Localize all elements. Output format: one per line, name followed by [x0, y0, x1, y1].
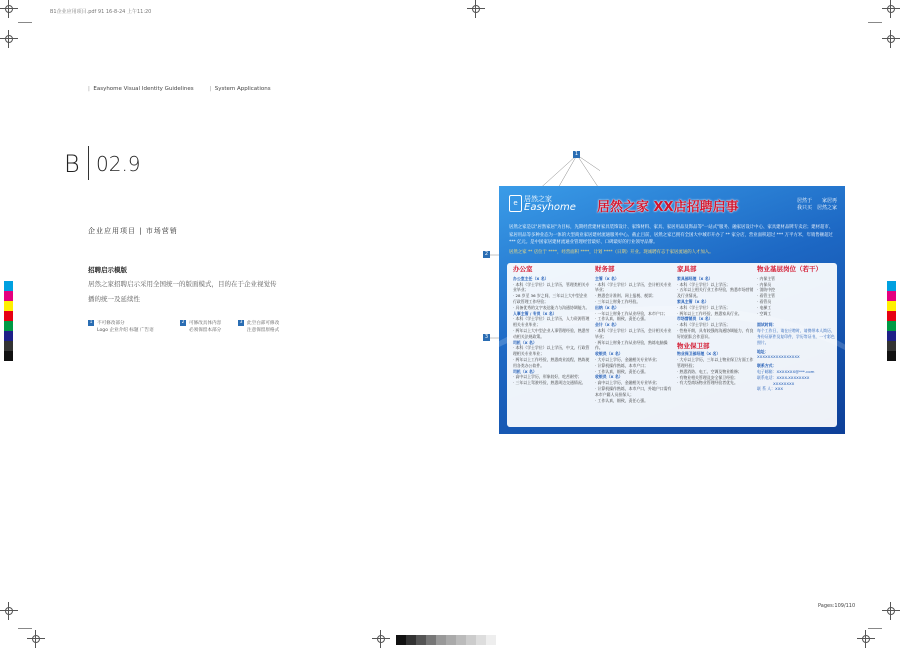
contact-person: 联 系 人：XXX [757, 386, 784, 392]
callout-marker-2: 2 [484, 251, 489, 257]
column-header: 家具部 [677, 265, 697, 273]
job-line: · 本科（学士学位）以上学历，会计相关专业毕业； [595, 281, 672, 293]
registration-mark-left-mid [3, 33, 15, 45]
page-number: Pages:109/110 [818, 603, 856, 609]
job-title: 物业保卫部经理（X 名） [677, 351, 721, 357]
registration-mark-bottom-right-2 [860, 633, 872, 645]
slogan-line: 居然于 家居再 [796, 198, 837, 204]
column-office [513, 267, 591, 386]
job-line: · 大专以上学历，金融相关专业毕业； [595, 356, 660, 362]
job-title: 家具主管（X 名） [677, 298, 709, 304]
address-value: XXXXXXXXXXXXXXXX [757, 354, 800, 360]
contact-label: 面试时间： [757, 322, 777, 328]
job-title: 人事主管 / 专员（X 名） [513, 310, 557, 316]
callout-marker-1: 1 [574, 151, 579, 157]
job-line: · 消防中控 [757, 287, 776, 293]
column-finance [595, 267, 673, 403]
job-line: · 工作认真，细致，责任心强。 [595, 316, 649, 322]
job-title: 司机（X 名） [513, 368, 537, 374]
column-header: 物业基层岗位（若干） [757, 265, 822, 273]
registration-mark-bottom-right [885, 605, 897, 617]
job-line: · 高中以上学历，金融相关专业毕业； [595, 380, 660, 386]
job-line: · 内保员 [757, 281, 772, 287]
job-line: · 本科（学士学位）以上学历，中文、行政管理相关专业毕业； [513, 345, 590, 357]
note-1 [88, 320, 178, 334]
job-title: 市场营销员（X 名） [677, 316, 713, 322]
note-number: 1 [89, 320, 93, 325]
job-line: · 本科（学士学位）以上学历； [677, 322, 731, 328]
registration-mark-bottom-left [3, 605, 15, 617]
logo-cn: 居然之家 [524, 195, 552, 203]
item-title: 招聘启示模版 [88, 266, 127, 274]
column-header: 办公室 [513, 265, 533, 273]
column-furniture [677, 267, 755, 386]
job-line: · 本科（学士学位）以上学历，管理类相关专业毕业； [513, 281, 590, 293]
job-line: · 本科（学士学位）以上学历，会计相关专业毕业； [595, 327, 672, 339]
job-title: 会计（X 名） [595, 322, 619, 328]
registration-mark-top-left [3, 3, 15, 15]
job-line: · 看管员 [757, 298, 772, 304]
crop-line [18, 628, 32, 629]
job-line: · 两年以上财务工作从业经验，熟练电脑操作。 [595, 339, 668, 351]
job-line: · 工作认真，细致，责任心强。 [595, 397, 649, 403]
job-line: · 看管主管 [757, 293, 776, 299]
logo-en: Easyhome [524, 202, 576, 213]
job-line: · 熟悉会计准则、网上报税、税票； [595, 293, 656, 299]
grayscale-calibration-bar [396, 635, 496, 645]
job-title: 出纳（X 名） [595, 304, 619, 310]
job-line: · 电梯工 [757, 304, 772, 310]
note-2 [180, 320, 240, 334]
section-divider [88, 146, 89, 180]
column-header: 财务部 [595, 265, 615, 273]
job-line: · 计算机操作熟练，本市户口； [595, 362, 649, 368]
contact-phone-2: XXXXXXXX [773, 380, 795, 386]
contact-phone: 联系电话：XXXX-XXXXXXXX [757, 374, 810, 380]
slogan-line: 我只买 居然之家 [796, 205, 837, 211]
job-line: · 28 岁至 36 岁之间，三年以上大中型企业行政管理工作经验； [513, 293, 588, 304]
registration-mark-bottom-left-2 [30, 633, 42, 645]
note-line: 必须保留本部分 [189, 328, 222, 333]
note-number: 2 [181, 320, 185, 325]
job-line: · 高中以上学历，形象较好，吃苦耐劳； [513, 374, 582, 380]
callout-marker-3: 3 [484, 334, 489, 340]
item-description [88, 277, 318, 307]
description-line-2: 播的统一及延续性 [88, 295, 140, 303]
color-calibration-bar-right [887, 281, 896, 361]
poster-content-panel [507, 263, 837, 427]
poster-title: 居然之家 XX店招聘启事 [597, 200, 739, 215]
registration-mark-top-right [885, 3, 897, 15]
guide-header: | Easyhome Visual Identity Guidelines | System Applications [88, 86, 271, 92]
note-line: 注意保留原格式 [247, 328, 280, 333]
note-line: 可修改具体内容 [189, 321, 222, 326]
address-label: 地址： [757, 348, 769, 354]
job-line: · 性格开朗，具有较强的沟通协调能力，有良好的团队合作意识。 [677, 327, 754, 339]
note-line: 此空白部可修改 [247, 321, 280, 326]
job-line: · 大专以上学历，三年以上物业保卫方面工作管理经验； [677, 357, 754, 368]
job-line: · 空调工 [757, 310, 772, 316]
job-line: · 五年以上相关行业工作经验，熟悉市场营销及行业情况。 [677, 287, 754, 299]
note-line: Logo 企业介绍 标题 广告语 [97, 328, 154, 333]
job-line: · 有大型商场物业管理经验者优先。 [677, 380, 738, 386]
category-title: 企业应用项目 | 市场营销 [88, 227, 178, 235]
contact-method-label: 联系方式： [757, 363, 777, 369]
poster-intro: 居然之家是以"居然家居"为目标，先期经营建材家具装饰设计、家饰材料、家具、家居用品及饰品等"一站式"服务、融家居设计中心、家具建材品牌专卖店；建材超市、家居用品等多种业态为一体的大型商业家居建材流通服务中心。截止目前，居然之家已拥有全国大中城市开办了 ** 家分店，营业面积超过 *** 万平方米，年销售额超过 *** 亿元。是中国家居建材流通业管理经营最好、口碑最好的行业领导品牌。 [509, 225, 834, 246]
job-line: · 本科（学士学位）以上学历； [677, 304, 731, 310]
description-line-1: 居然之家招聘启示采用全国统一的版面模式，目的在于企业视觉传 [88, 280, 277, 288]
section-number: 02.9 [96, 152, 141, 176]
easyhome-logo-icon: e [509, 195, 522, 212]
job-title: 主管（X 名） [595, 275, 619, 281]
job-line: · 两年以上工作经验，熟悉家具行业。 [677, 310, 742, 316]
job-line: · 本科（学士学位）以上学历； [677, 281, 731, 287]
guide-name: Easyhome Visual Identity Guidelines [93, 86, 194, 92]
job-title: 司机（X 名） [513, 339, 537, 345]
note-3 [238, 320, 308, 334]
job-title: 家具部经理（X 名） [677, 275, 713, 281]
job-line: · 本科（学士学位）以上学历，人力资源管理相关专业毕业； [513, 316, 590, 328]
job-line: · 工作认真，细致，责任心强。 [595, 368, 649, 374]
poster-slogan [797, 198, 837, 212]
contact-email: 电子邮箱：XXXXXXX@***.com [757, 368, 815, 374]
color-calibration-bar [4, 281, 13, 361]
recruitment-poster [499, 186, 845, 434]
job-title: 办公室主任（X 名） [513, 275, 549, 281]
registration-mark-top-center [470, 3, 482, 15]
section-name: System Applications [214, 86, 271, 92]
job-line: · 熟悉消防、电工、空调及物业维修； [677, 368, 742, 374]
section-letter: B [64, 150, 80, 178]
registration-mark-right-mid [885, 33, 897, 45]
job-line: · 三年以上财务工作经验。 [595, 298, 641, 304]
job-line: · 有物业相关管理及安全保卫经验； [677, 374, 738, 380]
job-line: · 两年以上工作经验，熟悉商业流程，熟练使用各类办公软件。 [513, 356, 590, 368]
crop-line [18, 22, 32, 23]
crop-line [868, 22, 882, 23]
file-label: B1企业应用项目.pdf 91 16-8-24 上午11:20 [50, 9, 152, 15]
job-title: 收银员（X 名） [595, 351, 623, 357]
poster-header [499, 186, 845, 222]
job-line: · 两年以上大中型企业人事管理经验，熟悉劳动相关法规政策。 [513, 327, 590, 339]
crop-line [868, 628, 882, 629]
note-number: 3 [239, 320, 243, 325]
job-line: · 三年以上驾驶经验，熟悉周边交通情况。 [513, 380, 586, 386]
note-line: 不可修改部分 [97, 321, 125, 326]
job-line: · 内保主管 [757, 275, 776, 281]
registration-mark-bottom-center [375, 633, 387, 645]
job-title: 收银员（X 名） [595, 374, 623, 380]
job-line: · 具备优秀的文字表达能力与沟通协调能力。 [513, 304, 590, 310]
column-subheader: 物业保卫部 [677, 341, 710, 350]
job-line: · 计算机操作熟练，本市户口，外地户口需有本市户籍人员担保人； [595, 385, 672, 397]
contact-text: 每个工作日，请在应聘时，请携带本人简历，身份证原件及复印件，学历等证书，一寸彩色照片。 [757, 328, 835, 345]
job-line: · 一年以上财务工作从业经验，本市户口； [595, 310, 668, 316]
section-code [64, 150, 80, 178]
poster-intro-store: 居然之家 ** 店位于 ****，经营面积 ****，计划 ****（日期）开业。现诚聘有志于家居流通的人才加入。 [509, 250, 714, 255]
column-property [757, 267, 835, 392]
